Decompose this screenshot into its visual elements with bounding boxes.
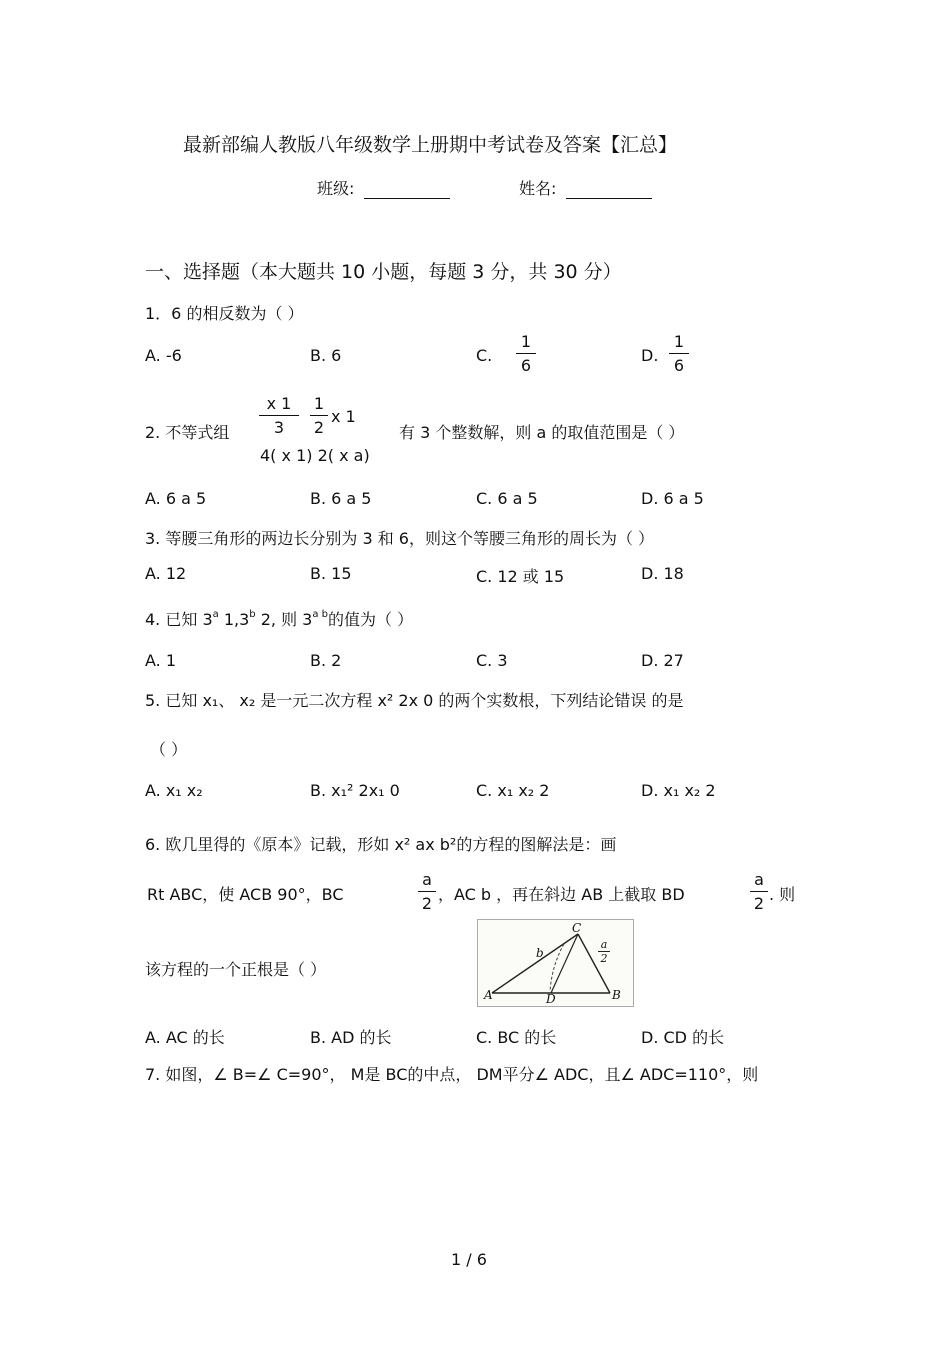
fraction-numerator: 1: [313, 394, 325, 413]
q1-option-a: A. -6: [145, 346, 182, 365]
q2-option-a: A. 6 a 5: [145, 489, 207, 508]
class-label: 班级:: [317, 179, 355, 198]
question-1-stem: 1．6 的相反数为（ ）: [145, 304, 304, 323]
q2-fraction-1: [259, 394, 299, 437]
fraction-denominator: 2: [753, 894, 765, 913]
q6-option-c: C. BC 的长: [476, 1028, 557, 1047]
fraction-denominator: 2: [600, 952, 608, 965]
class-field: [317, 176, 450, 199]
figure-label-b: B: [612, 988, 621, 1002]
fraction-numerator: 1: [673, 332, 685, 351]
fraction-denominator: 3: [273, 418, 285, 437]
q2-option-c: C. 6 a 5: [476, 489, 538, 508]
figure-label-side-b: b: [536, 946, 544, 960]
question-6-line-3: 该方程的一个正根是（ ）: [145, 960, 327, 979]
figure-label-half-a: [598, 938, 610, 965]
question-5-stem: 5. 已知 x₁、 x₂ 是一元二次方程 x² 2x 0 的两个实数根，下列结论错误 的是: [145, 691, 684, 710]
fraction-numerator: a: [600, 938, 608, 951]
q2-inequality-2: 4( x 1) 2( x a): [260, 446, 370, 465]
q2-fraction-2: [310, 394, 328, 437]
q5-option-c: C. x₁ x₂ 2: [476, 781, 550, 800]
q6-fraction-bc: [418, 870, 436, 913]
q4-sup-b: b: [249, 609, 256, 620]
name-label: 姓名:: [519, 179, 557, 198]
fraction-numerator: a: [754, 870, 764, 889]
fraction-denominator: 2: [421, 894, 433, 913]
q2-option-b: B. 6 a 5: [310, 489, 372, 508]
name-blank: [566, 180, 652, 199]
q4-stem-d: 的值为（ ）: [328, 610, 414, 629]
q1-option-d: D.: [641, 346, 659, 365]
fraction-denominator: 6: [673, 356, 685, 375]
q4-option-b: B. 2: [310, 651, 342, 670]
question-2-prefix: 2. 不等式组: [145, 423, 230, 442]
q4-sup-c: a b: [312, 609, 329, 620]
question-7-stem: 7. 如图，∠ B=∠ C=90°， M是 BC的中点， DM平分∠ ADC，且∠ ADC=110°，则: [145, 1065, 759, 1084]
q5-answer-paren: （ ）: [150, 740, 188, 759]
q3-option-d: D. 18: [641, 564, 684, 583]
question-2-suffix: 有 3 个整数解，则 a 的取值范围是（ ）: [399, 423, 685, 442]
q4-option-a: A. 1: [145, 651, 177, 670]
q6-fraction-bd: [750, 870, 768, 913]
q6-option-b: B. AD 的长: [310, 1028, 392, 1047]
question-6-line-2b: ，AC b ，再在斜边 AB 上截取 BD: [438, 885, 685, 904]
class-blank: [364, 180, 450, 199]
fraction-numerator: a: [422, 870, 432, 889]
q1-option-c-fraction: [516, 332, 536, 375]
q4-stem-a: 4. 已知 3: [145, 610, 213, 629]
q5-option-b: B. x₁² 2x₁ 0: [310, 781, 400, 800]
q4-stem-b: 1,3: [218, 610, 250, 629]
question-4-stem: [145, 607, 413, 630]
q3-option-c: C. 12 或 15: [476, 567, 565, 586]
q1-option-c: C.: [476, 346, 493, 365]
question-6-line-2a: Rt ABC，使 ACB 90°，BC: [147, 885, 344, 904]
q4-option-c: C. 3: [476, 651, 508, 670]
page-number: 1 / 6: [451, 1250, 487, 1269]
section-heading: 一、选择题（本大题共 10 小题，每题 3 分，共 30 分）: [145, 261, 622, 283]
name-field: [519, 176, 652, 199]
q3-option-a: A. 12: [145, 564, 187, 583]
page-title: 最新部编人教版八年级数学上册期中考试卷及答案【汇总】: [183, 134, 678, 156]
q3-option-b: B. 15: [310, 564, 352, 583]
q1-option-b: B. 6: [310, 346, 342, 365]
fraction-numerator: 1: [520, 332, 532, 351]
q4-option-d: D. 27: [641, 651, 684, 670]
figure-label-d: D: [546, 992, 556, 1006]
figure-label-c: C: [572, 921, 582, 935]
q4-stem-c: 2, 则 3: [255, 610, 313, 629]
fraction-denominator: 2: [313, 418, 325, 437]
q6-option-d: D. CD 的长: [641, 1028, 725, 1047]
q5-option-a: A. x₁ x₂: [145, 781, 203, 800]
q2-x-one: x 1: [331, 407, 356, 426]
q1-option-d-fraction: [669, 332, 689, 375]
fraction-numerator: x 1: [266, 394, 292, 413]
fraction-denominator: 6: [520, 356, 532, 375]
q6-option-a: A. AC 的长: [145, 1028, 225, 1047]
figure-label-a: A: [484, 988, 493, 1002]
q2-option-d: D. 6 a 5: [641, 489, 704, 508]
q4-sup-a: a: [212, 609, 219, 620]
q5-option-d: D. x₁ x₂ 2: [641, 781, 716, 800]
question-6-line-1: 6. 欧几里得的《原本》记载，形如 x² ax b²的方程的图解法是：画: [145, 835, 617, 854]
question-3-stem: 3. 等腰三角形的两边长分别为 3 和 6，则这个等腰三角形的周长为（ ）: [145, 529, 655, 548]
question-6-line-2c: . 则: [769, 885, 796, 904]
triangle-figure: [477, 919, 634, 1007]
